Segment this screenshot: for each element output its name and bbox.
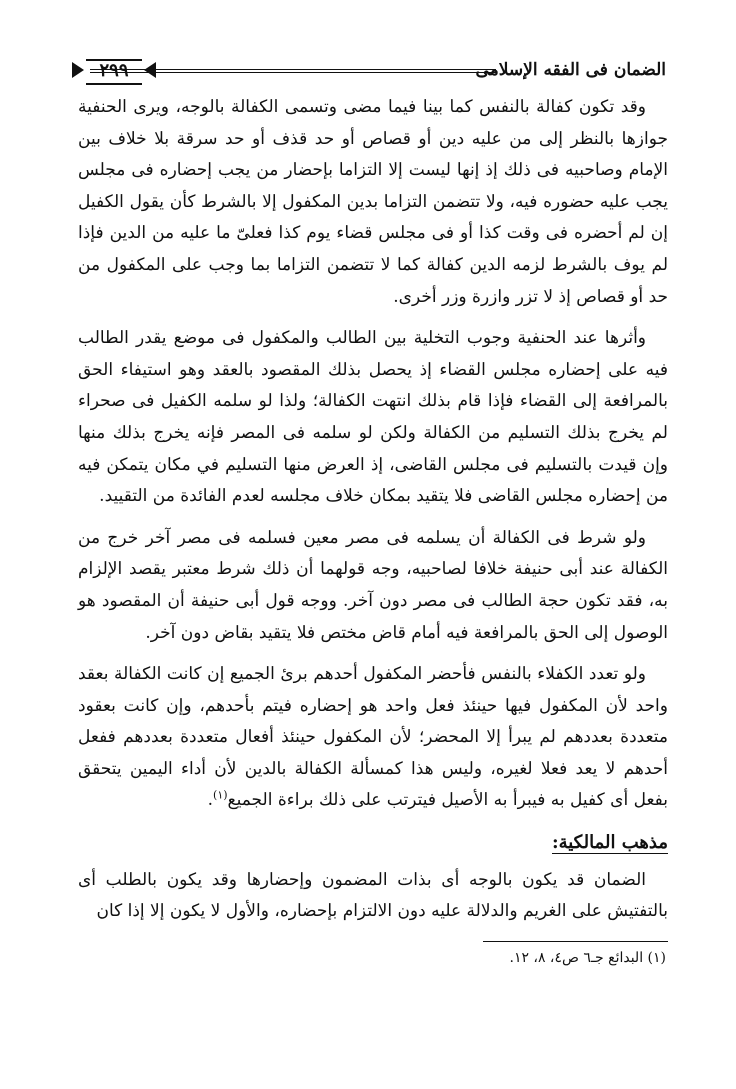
paragraph-5: الضمان قد يكون بالوجه أى بذات المضمون وإحضارها وقد يكون بالطلب أى بالتفتيش على الغريم والدلالة عليه دون الالتزام بإحضاره، والأول لا يكون إلا إذا كان bbox=[78, 869, 668, 922]
footnote: (١) البدائع جـ٦ ص٤، ٨، ١٢. bbox=[509, 950, 666, 966]
footnote-reference: (١) bbox=[213, 788, 228, 802]
running-head-title: الضمان فى الفقه الإسلامى bbox=[475, 60, 666, 80]
paragraph-1: وقد تكون كفالة بالنفس كما بينا فيما مضى وتسمى الكفالة بالوجه، ويرى الحنفية جوازها بالنظر إلى من عليه دين أو قصاص أو حد قذف أو حد سرقة بلا خلاف بين الإمام وصاحبيه فى ذلك إذ إنها ليست إلا التزاما بإحضار من يجب إحضاره فى مجلس يجب عليه حضوره فيه، ولا تتضمن التزاما بدين المكفول إلا بالشرط كأن يقول الكفيل إن لم أحضره فى وقت كذا أو فى مجلس قضاء يوم كذا فعلىّ ما عليه من الدين فإذا لم يوف بالشرط لزمه الدين كفالة كما لا تتضمن التزاما بما وجب على المكفول من حد أو قصاص إذ لا تزر وازرة وزر أخرى. bbox=[78, 97, 668, 307]
footnote-rule bbox=[483, 941, 668, 942]
page-number: ٢٩٩ bbox=[86, 59, 142, 85]
section-heading-text: مذهب المالكية: bbox=[551, 832, 668, 854]
paragraph-3: ولو شرط فى الكفالة أن يسلمه فى مصر معين فسلمه فى مصر آخر خرج من الكفالة عند أبى حنيفة خلافا لصاحبيه، وجه قولهما أن ذلك شرط معتبر يقصد الإلزام به، فقد تكون حجة الطالب فى مصر دون آخر. ووجه قول أبى حنيفة أن المقصود هو الوصول إلى الحق بالمرافعة فيه أمام قاض مختص فلا يتقيد بقاض دون آخر. bbox=[78, 527, 668, 643]
body-text bbox=[78, 92, 668, 938]
section-heading bbox=[78, 827, 668, 859]
paragraph-2: وأثرها عند الحنفية وجوب التخلية بين الطالب والمكفول فى موضع يقدر الطالب فيه على إحضاره مجلس القضاء إذ يحصل بذلك المقصود بالعقد وهو استيفاء الحق بالمرافعة إلى القضاء فإذا قام بذلك انتهت الكفالة؛ ولذا لو سلمه الكفيل فى صحراء لم يخرج بذلك التسليم من الكفالة ولكن لو سلمه فى المصر فإنه يخرج بذلك منها وإن قيدت بالتسليم فى مجلس القاضى، إذ العرض منها التسليم في مكان يتمكن فيه من إحضاره مجلس القاضى فلا يتقيد بمكان خلاف مجلسه لعدم الفائدة من التقييد. bbox=[78, 328, 668, 507]
page-number-box bbox=[76, 59, 152, 81]
paragraph-4-text: ولو تعدد الكفلاء بالنفس فأحضر المكفول أحدهم برئ الجميع إن كانت الكفالة بعقد واحد لأن المكفول فيها حينئذ فعل واحد هو إحضاره فيتم بأحدهم، وإن كانت بعقود متعددة بعددهم لم يبرأ إلا المحضر؛ لأن المكفول حينئذ أفعال متعددة بعددهم ففعل أحدهم لا يعد فعلا لغيره، وليس هذا كمسألة الكفالة بالدين لأن أداء اليمين يتحقق بفعل أى كفيل به فيبرأ به الأصيل فيترتب على ذلك براءة الجميع bbox=[78, 664, 668, 811]
page-number-left-ornament bbox=[72, 62, 84, 78]
page-number-right-ornament bbox=[144, 62, 156, 78]
paragraph-4: ولو تعدد الكفلاء بالنفس فأحضر المكفول أحدهم برئ الجميع إن كانت الكفالة بعقد واحد لأن المكفول فيها حينئذ فعل واحد هو إحضاره فيتم بأحدهم، وإن كانت بعقود متعددة بعددهم لم يبرأ إلا المحضر؛ لأن المكفول حينئذ أفعال متعددة بعددهم ففعل أحدهم لا يعد فعلا لغيره، وليس هذا كمسألة الكفالة بالدين لأن أداء اليمين يتحقق بفعل أى كفيل به فيبرأ به الأصيل فيترتب على ذلك براءة الجميع$^{(١)}$. bbox=[78, 664, 668, 811]
